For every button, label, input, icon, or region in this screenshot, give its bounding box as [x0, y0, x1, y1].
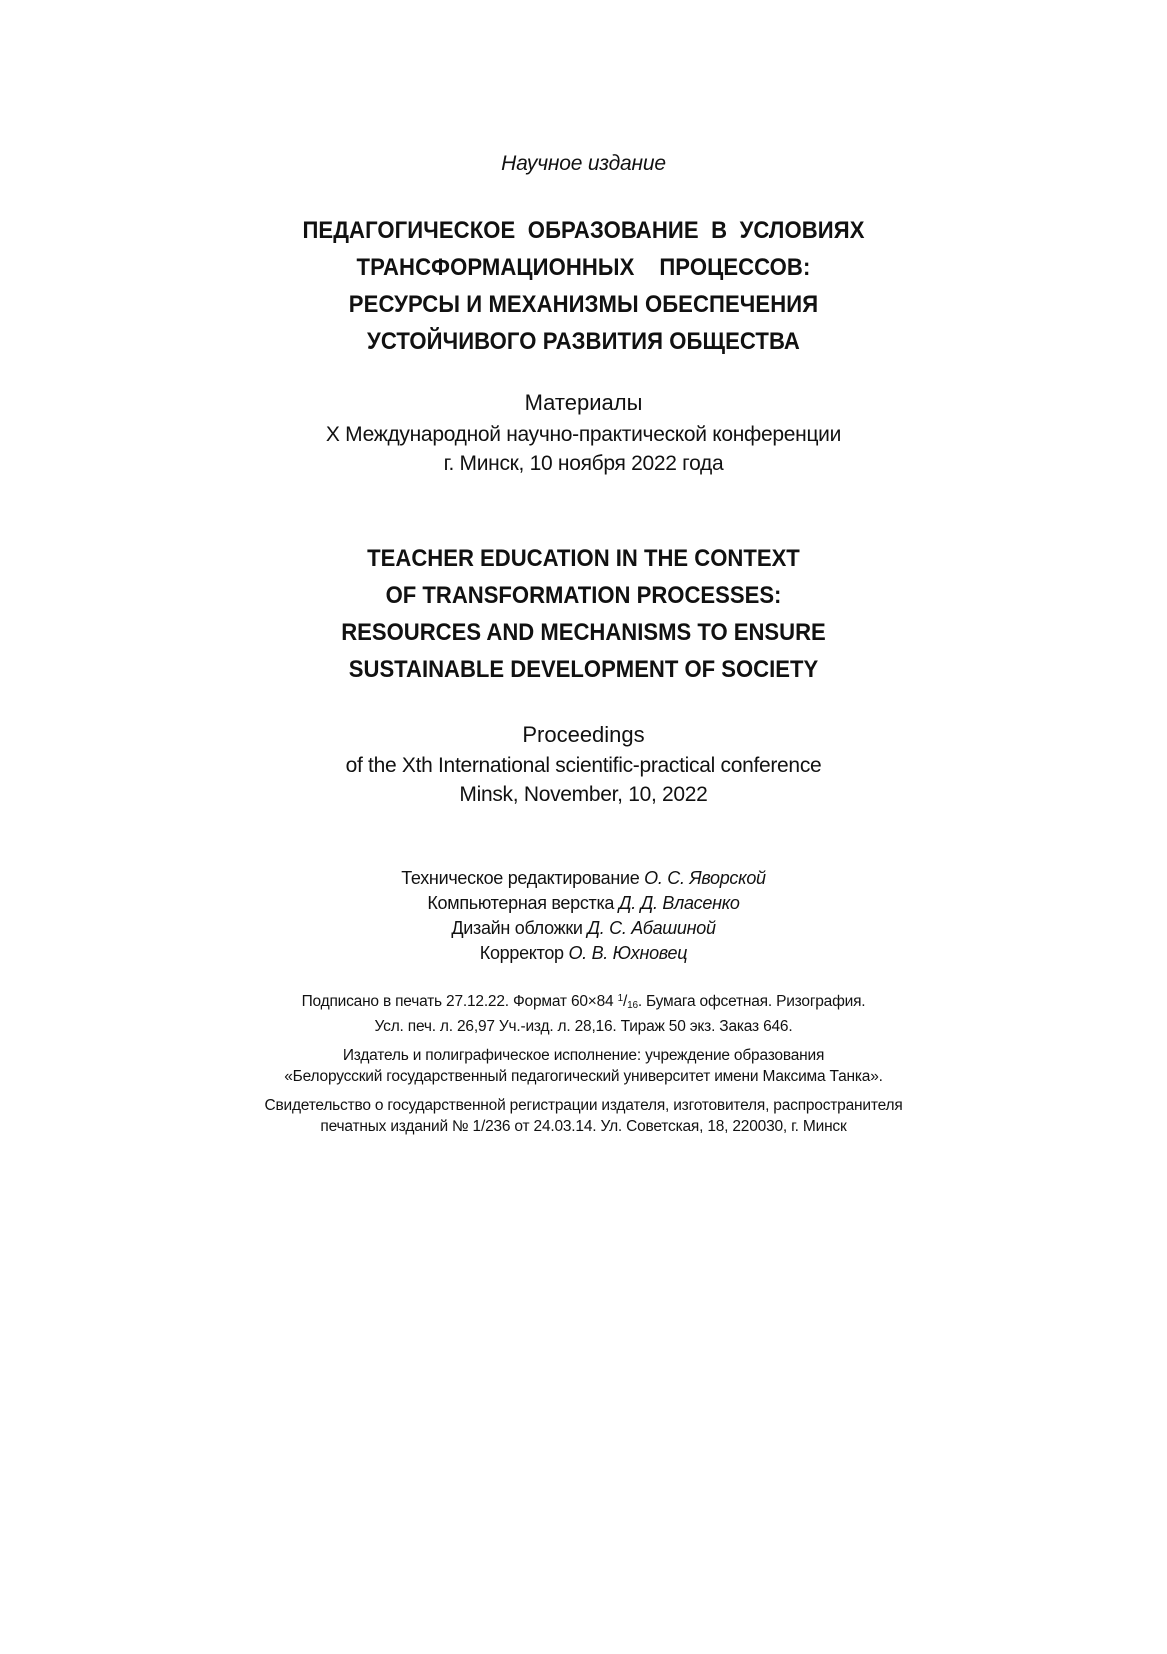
- proceedings-label: Proceedings: [522, 722, 645, 747]
- credit-role: Корректор: [479, 943, 564, 963]
- credit-role: Дизайн обложки: [451, 918, 583, 938]
- proceedings-details: [0, 751, 1167, 809]
- format-separator: /: [622, 993, 628, 1010]
- title-ru-line: ТРАНСФОРМАЦИОННЫХ ПРОЦЕССОВ:: [356, 254, 811, 281]
- title-en-line: OF TRANSFORMATION PROCESSES:: [385, 582, 782, 609]
- title-russian: [47, 212, 1121, 360]
- credit-line: [0, 891, 1167, 916]
- credits-block: [0, 866, 1167, 966]
- conference-name-ru: X Международной научно-практической конференции: [325, 423, 842, 446]
- credit-person: О. С. Яворской: [644, 868, 766, 888]
- print-imprint: [0, 988, 1167, 1137]
- format-fraction: [618, 993, 638, 1010]
- title-ru-line: УСТОЙЧИВОГО РАЗВИТИЯ ОБЩЕСТВА: [367, 328, 800, 355]
- conference-date-ru: г. Минск, 10 ноября 2022 года: [443, 452, 724, 475]
- title-en-line: TEACHER EDUCATION IN THE CONTEXT: [367, 545, 800, 572]
- paper-type-text: . Бумага офсетная. Ризография.: [637, 993, 866, 1010]
- title-ru-line: РЕСУРСЫ И МЕХАНИЗМЫ ОБЕСПЕЧЕНИЯ: [348, 291, 819, 318]
- materials-details: [0, 420, 1167, 478]
- credit-line: [0, 916, 1167, 941]
- print-signing-line: [0, 988, 1167, 1016]
- credit-person: О. В. Юхновец: [568, 943, 688, 963]
- credit-line: [0, 941, 1167, 966]
- certificate-line: печатных изданий № 1/236 от 24.03.14. Ул. Советская, 18, 220030, г. Минск: [320, 1118, 847, 1135]
- publisher-line: Издатель и полиграфическое исполнение: учреждение образования: [342, 1047, 825, 1064]
- title-english: [47, 540, 1121, 688]
- credit-person: Д. Д. Власенко: [618, 893, 740, 913]
- format-denominator: 16: [627, 1000, 638, 1011]
- format-numerator: 1: [617, 993, 623, 1004]
- credit-role: Компьютерная верстка: [427, 893, 615, 913]
- credit-role: Техническое редактирование: [401, 868, 640, 888]
- conference-date-en: Minsk, November, 10, 2022: [459, 783, 708, 806]
- credit-person: Д. С. Абашиной: [587, 918, 716, 938]
- title-en-line: RESOURCES AND MECHANISMS TO ENSURE: [341, 619, 826, 646]
- publication-kind: Научное издание: [501, 152, 666, 175]
- print-run-line: Усл. печ. л. 26,97 Уч.-изд. л. 28,16. Тираж 50 экз. Заказ 646.: [374, 1018, 793, 1035]
- conference-name-en: of the Xth International scientific-practical conference: [345, 754, 822, 777]
- publisher-line: «Белорусский государственный педагогический университет имени Максима Танка».: [284, 1068, 883, 1085]
- credit-line: [0, 866, 1167, 891]
- title-ru-line: ПЕДАГОГИЧЕСКОЕ ОБРАЗОВАНИЕ В УСЛОВИЯХ: [302, 217, 865, 244]
- certificate-line: Свидетельство о государственной регистрации издателя, изготовителя, распространителя: [264, 1097, 903, 1114]
- title-en-line: SUSTAINABLE DEVELOPMENT OF SOCIETY: [348, 656, 819, 683]
- materials-label: Материалы: [524, 390, 643, 415]
- print-format-text: Подписано в печать 27.12.22. Формат 60×84: [301, 993, 618, 1010]
